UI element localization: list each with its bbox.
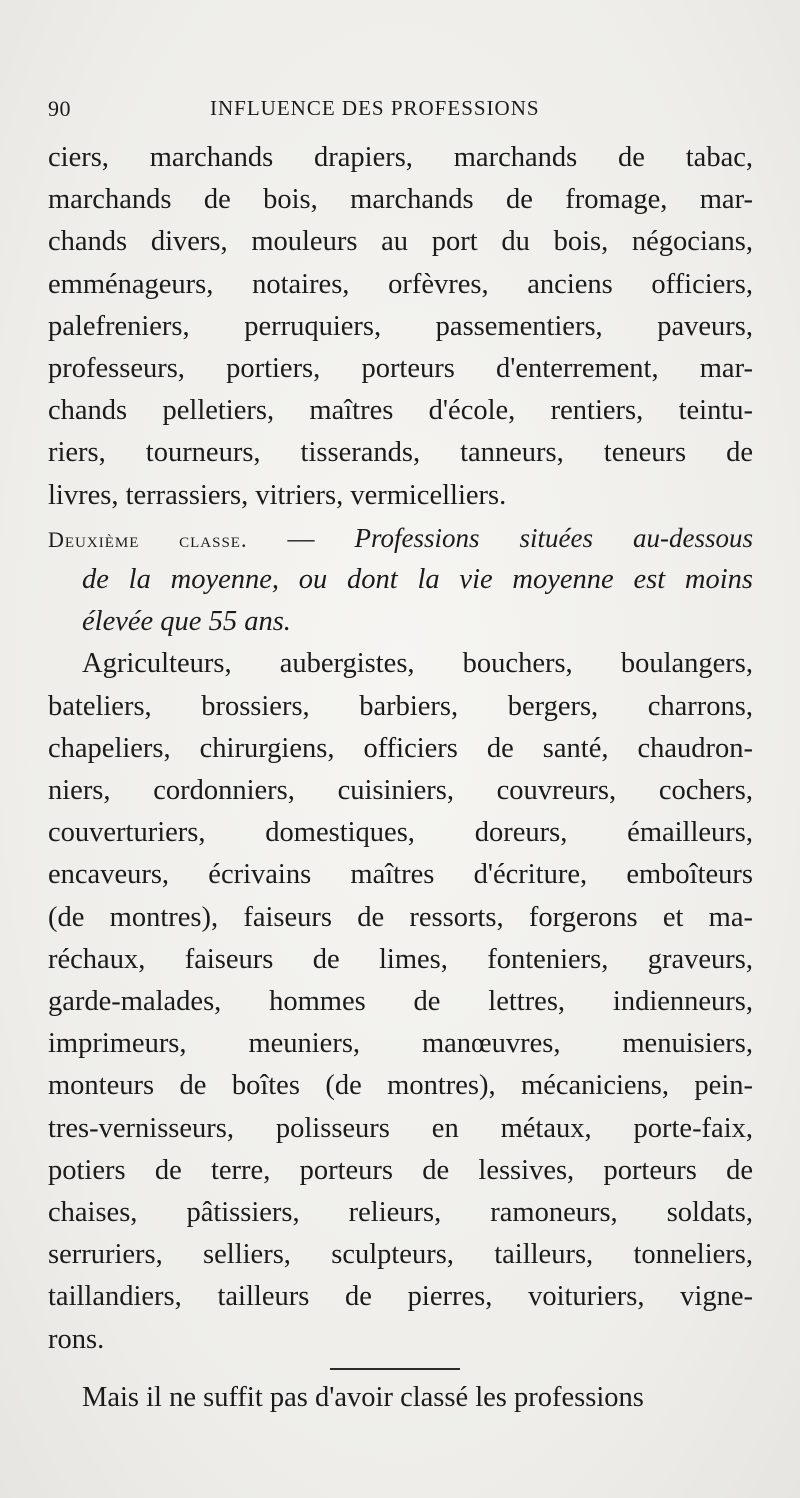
text-line: (de montres), faiseurs de ressorts, forgerons et ma- xyxy=(48,901,753,933)
text-line: bateliers, brossiers, barbiers, bergers, charrons, xyxy=(48,690,753,722)
section-title-line: de la moyenne, ou dont la vie moyenne est moins xyxy=(82,564,753,595)
text-line: imprimeurs, meuniers, manœuvres, menuisiers, xyxy=(48,1028,753,1060)
text-line: Mais il ne suffit pas d'avoir classé les professions xyxy=(82,1381,644,1413)
text-line: rons. xyxy=(48,1323,105,1355)
section-title-line: élevée que 55 ans. xyxy=(82,606,291,638)
text-line: tres-vernisseurs, polisseurs en métaux, porte-faix, xyxy=(48,1112,753,1144)
running-title: INFLUENCE DES PROFESSIONS xyxy=(210,96,540,120)
text-line: taillandiers, tailleurs de pierres, voituriers, vigne- xyxy=(48,1281,753,1313)
text-line: réchaux, faiseurs de limes, fonteniers, graveurs, xyxy=(48,943,753,975)
text-line: potiers de terre, porteurs de lessives, porteurs de xyxy=(48,1154,753,1186)
section-dash: — xyxy=(247,522,355,553)
text-line: riers, tourneurs, tisserands, tanneurs, teneurs de xyxy=(48,437,753,469)
text-line: chands pelletiers, maîtres d'école, rentiers, teintu- xyxy=(48,395,753,427)
text-line: niers, cordonniers, cuisiniers, couvreurs, cochers, xyxy=(48,775,753,806)
section-title: Professions situées au-dessous xyxy=(354,522,753,553)
page-header xyxy=(48,96,748,132)
text-line: marchands de bois, marchands de fromage, mar- xyxy=(48,184,753,216)
page-number: 90 xyxy=(48,96,71,121)
text-line: emménageurs, notaires, orfèvres, anciens officiers, xyxy=(48,268,753,300)
section-divider xyxy=(330,1368,460,1370)
section-heading xyxy=(48,516,753,560)
text-line: chapeliers, chirurgiens, officiers de santé, chaudron- xyxy=(48,732,753,764)
text-line: ciers, marchands drapiers, marchands de tabac, xyxy=(48,142,753,173)
text-line: livres, terrassiers, vitriers, vermicelliers. xyxy=(48,479,507,511)
text-line: encaveurs, écrivains maîtres d'écriture, emboîteurs xyxy=(48,859,753,891)
text-line: garde-malades, hommes de lettres, indienneurs, xyxy=(48,986,753,1017)
text-line: Agriculteurs, aubergistes, bouchers, boulangers, xyxy=(82,648,753,680)
text-line: chands divers, mouleurs au port du bois, négocians, xyxy=(48,226,753,258)
text-line: couverturiers, domestiques, doreurs, émailleurs, xyxy=(48,817,753,849)
text-line: professeurs, portiers, porteurs d'enterrement, mar- xyxy=(48,353,753,384)
text-line: chaises, pâtissiers, relieurs, ramoneurs, soldats, xyxy=(48,1197,753,1228)
text-line: palefreniers, perruquiers, passementiers, paveurs, xyxy=(48,310,753,342)
section-label: Deuxième classe. xyxy=(48,526,248,552)
text-line: serruriers, selliers, sculpteurs, tailleurs, tonneliers, xyxy=(48,1239,753,1271)
text-line: monteurs de boîtes (de montres), mécaniciens, pein- xyxy=(48,1070,753,1102)
